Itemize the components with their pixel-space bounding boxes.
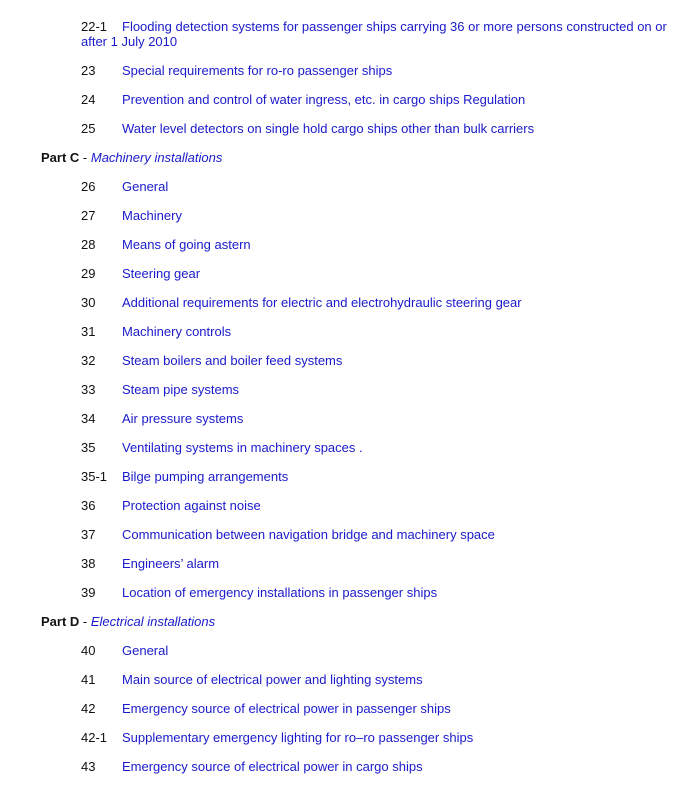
regulation-number: 34 (81, 411, 96, 426)
regulation-title-link[interactable]: Air pressure systems (122, 411, 244, 426)
regulation-title-link[interactable]: Emergency source of electrical power in cargo ships (122, 759, 423, 774)
regulation-number: 28 (81, 237, 96, 252)
regulation-title-link[interactable]: Steering gear (122, 266, 201, 281)
part-separator: - (79, 150, 91, 165)
regulation-title-link[interactable]: Emergency source of electrical power in passenger ships (122, 701, 451, 716)
regulation-title-link-continued[interactable]: after 1 July 2010 (81, 34, 178, 49)
regulation-number: 40 (81, 643, 96, 658)
regulation-number: 26 (81, 179, 96, 194)
regulation-title-link[interactable]: Location of emergency installations in passenger ships (122, 585, 438, 600)
regulation-title-link[interactable]: Machinery (122, 208, 182, 223)
regulation-title-link[interactable]: Means of going astern (122, 237, 251, 252)
regulation-title-link[interactable]: Supplementary emergency lighting for ro–ro passenger ships (122, 730, 474, 745)
regulation-number: 25 (81, 121, 96, 136)
part-name-link[interactable]: Electrical installations (90, 614, 216, 629)
part-separator: - (79, 614, 91, 629)
regulation-number: 24 (81, 92, 96, 107)
part-label: Part C (41, 150, 80, 165)
regulation-number: 38 (81, 556, 96, 571)
regulation-number: 33 (81, 382, 96, 397)
regulation-number: 37 (81, 527, 96, 542)
regulation-number: 22-1 (81, 19, 108, 34)
part-label: Part D (41, 614, 80, 629)
regulation-number: 43 (81, 759, 96, 774)
regulation-number: 41 (81, 672, 96, 687)
regulation-title-link[interactable]: Prevention and control of water ingress, etc. in cargo ships Regulation (122, 92, 526, 107)
regulation-title-link[interactable]: Steam boilers and boiler feed systems (122, 353, 343, 368)
regulation-title-link[interactable]: Flooding detection systems for passenger ships carrying 36 or more persons constructed on or (122, 19, 667, 34)
regulation-number: 36 (81, 498, 96, 513)
regulation-number: 30 (81, 295, 96, 310)
regulation-title-link[interactable]: Machinery controls (122, 324, 232, 339)
regulation-title-link[interactable]: Additional requirements for electric and electrohydraulic steering gear (122, 295, 522, 310)
regulation-number: 27 (81, 208, 96, 223)
regulation-title-link[interactable]: General (122, 643, 169, 658)
regulation-title-link[interactable]: Engineers’ alarm (122, 556, 220, 571)
regulation-title-link[interactable]: Special requirements for ro-ro passenger ships (122, 63, 393, 78)
regulation-number: 35 (81, 440, 96, 455)
regulation-title-link[interactable]: Water level detectors on single hold cargo ships other than bulk carriers (122, 121, 535, 136)
regulation-number: 32 (81, 353, 96, 368)
regulation-number: 23 (81, 63, 96, 78)
regulation-number: 35-1 (81, 469, 108, 484)
regulation-number: 31 (81, 324, 96, 339)
regulation-title-link[interactable]: Ventilating systems in machinery spaces . (122, 440, 363, 455)
regulation-title-link[interactable]: Main source of electrical power and lighting systems (122, 672, 423, 687)
regulation-number: 42 (81, 701, 96, 716)
regulation-title-link[interactable]: Steam pipe systems (122, 382, 240, 397)
regulation-title-link[interactable]: General (122, 179, 169, 194)
regulation-title-link[interactable]: Bilge pumping arrangements (122, 469, 289, 484)
regulation-number: 42-1 (81, 730, 108, 745)
part-name-link[interactable]: Machinery installations (90, 150, 223, 165)
regulation-title-link[interactable]: Communication between navigation bridge and machinery space (122, 527, 495, 542)
regulation-number: 39 (81, 585, 96, 600)
regulation-title-link[interactable]: Protection against noise (122, 498, 261, 513)
regulation-number: 29 (81, 266, 96, 281)
